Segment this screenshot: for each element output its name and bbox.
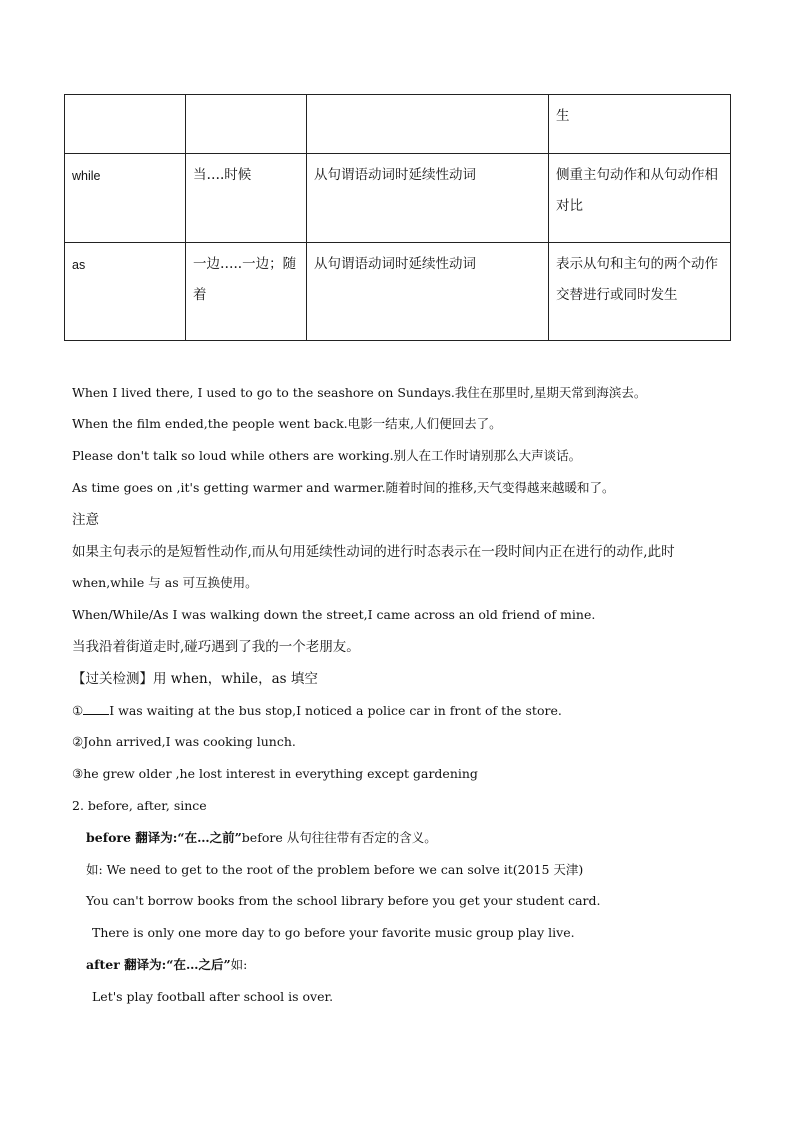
table-cell: 生: [549, 95, 731, 154]
table-cell-meaning: 当….时候: [186, 154, 307, 243]
example-sentence: You can't borrow books from the school library before you get your student card.: [86, 893, 601, 908]
table-cell-meaning: 一边…..一边；随着: [186, 243, 307, 341]
before-explanation: before 从句往往带有否定的含义。: [241, 830, 437, 845]
note-text: when,while 与 as 可互换使用。: [72, 575, 258, 590]
answer-blank[interactable]: [83, 702, 109, 715]
exercise-question-2: ②John arrived,I was cooking lunch.: [72, 734, 296, 749]
example-sentence: Let's play football after school is over.: [92, 989, 334, 1004]
table-row: [65, 243, 731, 341]
example-sentence: Please don't talk so loud while others are working.别人在工作时请别那么大声谈话。: [72, 448, 582, 463]
table-row: [65, 154, 731, 243]
section-heading: 2. before, after, since: [72, 798, 207, 813]
conjunction-table: [64, 94, 731, 341]
example-sentence: There is only one more day to go before your favorite music group play live.: [92, 925, 575, 940]
table-cell: [65, 95, 186, 154]
exercise-question-3: ③he grew older ,he lost interest in everything except gardening: [72, 766, 478, 781]
before-heading: before 翻译为:“在…之前”: [86, 830, 242, 845]
table-cell-usage: 从句谓语动词时延续性动词: [307, 243, 549, 341]
table-cell: [186, 95, 307, 154]
example-sentence: When I lived there, I used to go to the seashore on Sundays.我住在那里时,星期天常到海滨去。: [72, 385, 647, 400]
example-translation: 当我沿着街道走时,碰巧遇到了我的一个老朋友。: [72, 639, 360, 655]
after-definition: [86, 956, 247, 974]
question-number: ①: [72, 703, 84, 718]
table-cell-conjunction: as: [65, 243, 186, 341]
table-cell-note: 表示从句和主句的两个动作交替进行或同时发生: [549, 243, 731, 341]
after-explanation: 如:: [230, 957, 248, 972]
example-sentence: 如: We need to get to the root of the problem before we can solve it(2015 天津): [86, 862, 584, 877]
note-text: 如果主句表示的是短暂性动作,而从句用延续性动词的进行时态表示在一段时间内正在进行的动作,此时: [72, 544, 675, 560]
note-title: 注意: [72, 512, 99, 528]
after-heading: after 翻译为:“在…之后”: [86, 957, 231, 972]
question-text: I was waiting at the bus stop,I noticed a police car in front of the store.: [109, 703, 562, 718]
table-cell-conjunction: while: [65, 154, 186, 243]
exercise-title: 【过关检测】用 when，while，as 填空: [72, 671, 318, 687]
table-cell: [307, 95, 549, 154]
example-sentence: When/While/As I was walking down the street,I came across an old friend of mine.: [72, 607, 596, 622]
table-cell-usage: 从句谓语动词时延续性动词: [307, 154, 549, 243]
exercise-question-1: [72, 702, 562, 720]
example-sentence: When the film ended,the people went back.电影一结束,人们便回去了。: [72, 416, 502, 431]
before-definition: [86, 829, 437, 847]
example-sentence: As time goes on ,it's getting warmer and warmer.随着时间的推移,天气变得越来越暖和了。: [72, 480, 615, 495]
table-row: [65, 95, 731, 154]
table-cell-note: 侧重主句动作和从句动作相对比: [549, 154, 731, 243]
